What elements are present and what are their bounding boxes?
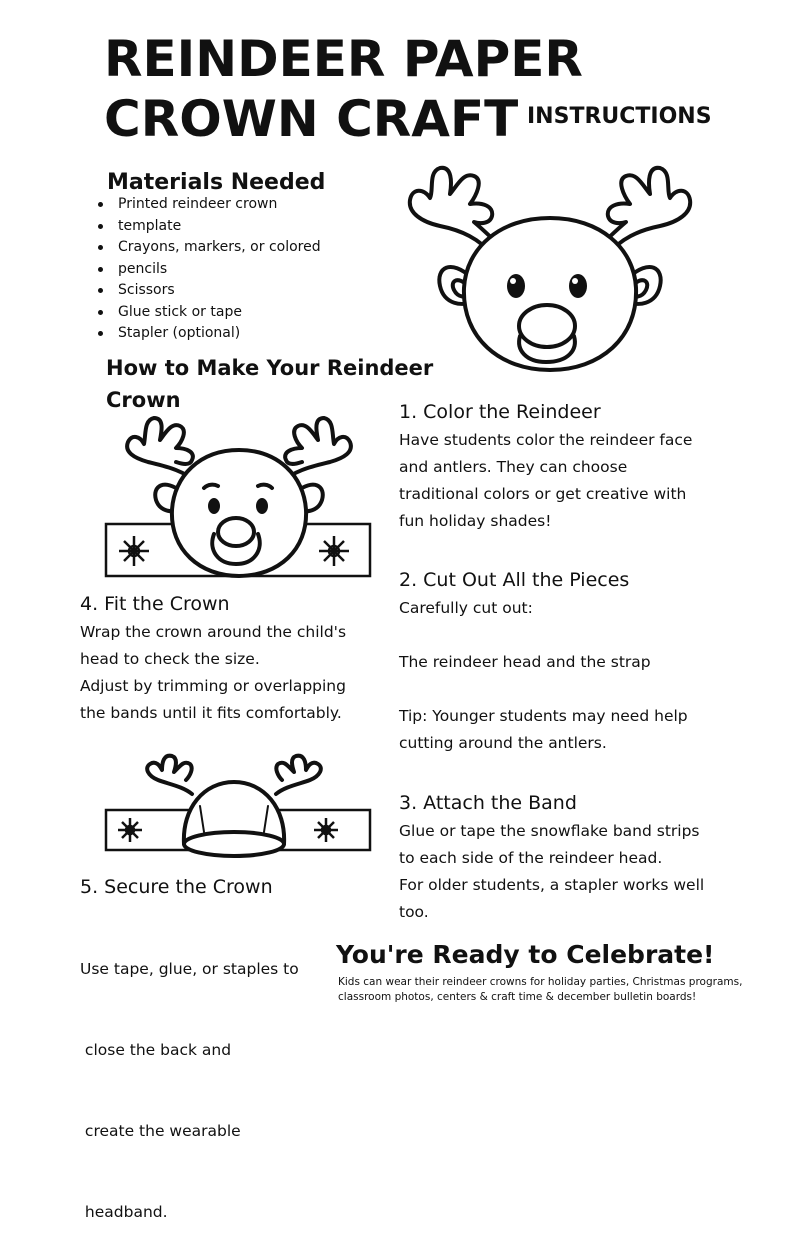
step3-title: 3. Attach the Band — [399, 792, 577, 814]
step2-body — [399, 595, 739, 757]
list-item: Glue stick or tape — [96, 302, 321, 324]
page-title-line2: CROWN CRAFT — [104, 90, 519, 148]
step4-line: Wrap the crown around the child's — [80, 623, 347, 641]
step1-title: 1. Color the Reindeer — [399, 401, 601, 423]
step1-line: traditional colors or get creative with — [399, 485, 687, 503]
reindeer-head-illustration — [400, 158, 700, 388]
crown-template-illustration — [104, 414, 374, 584]
step1-body — [399, 427, 739, 535]
crown-back-illustration — [104, 752, 374, 862]
materials-list — [96, 194, 321, 345]
how-to-heading-line1: How to Make Your Reindeer — [106, 356, 434, 380]
step3-line: Glue or tape the snowflake band strips — [399, 822, 700, 840]
step1-line: fun holiday shades! — [399, 512, 552, 530]
instructions-tag: INSTRUCTIONS — [527, 104, 712, 129]
step2-tip: Tip: Younger students may need help — [399, 707, 688, 725]
page-title-line1: REINDEER PAPER — [104, 30, 583, 88]
list-item: Crayons, markers, or colored — [96, 237, 321, 259]
celebrate-title: You're Ready to Celebrate! — [336, 940, 715, 969]
step2-title: 2. Cut Out All the Pieces — [399, 569, 630, 591]
list-item: Scissors — [96, 280, 321, 302]
step5-line: create the wearable — [80, 1122, 241, 1140]
step5-body — [80, 902, 380, 1253]
step4-body — [80, 619, 390, 727]
step4-line: Adjust by trimming or overlapping — [80, 677, 346, 695]
celebrate-body — [338, 975, 758, 1005]
list-item: Printed reindeer crown — [96, 194, 321, 216]
step3-line: too. — [399, 903, 429, 921]
step5-line: close the back and — [80, 1041, 232, 1059]
celebrate-line: classroom photos, centers & craft time & december bulletin boards! — [338, 991, 697, 1003]
how-to-heading-line2: Crown — [106, 388, 181, 412]
step2-intro: Carefully cut out: — [399, 599, 533, 617]
step1-line: and antlers. They can choose — [399, 458, 628, 476]
list-item: pencils — [96, 259, 321, 281]
list-item: Stapler (optional) — [96, 323, 321, 345]
step2-tip: cutting around the antlers. — [399, 734, 607, 752]
materials-heading: Materials Needed — [107, 170, 326, 195]
step3-body — [399, 818, 749, 926]
step4-line: head to check the size. — [80, 650, 260, 668]
step3-line: For older students, a stapler works well — [399, 876, 705, 894]
list-item: template — [96, 216, 321, 238]
step4-line: the bands until it fits comfortably. — [80, 704, 342, 722]
step5-line: headband. — [80, 1203, 168, 1221]
step1-line: Have students color the reindeer face — [399, 431, 693, 449]
step3-line: to each side of the reindeer head. — [399, 849, 663, 867]
step5-title: 5. Secure the Crown — [80, 876, 273, 898]
celebrate-line: Kids can wear their reindeer crowns for holiday parties, Christmas programs, — [338, 976, 743, 988]
step4-title: 4. Fit the Crown — [80, 593, 230, 615]
step5-line: Use tape, glue, or staples to — [80, 960, 299, 978]
step2-item: The reindeer head and the strap — [399, 653, 651, 671]
